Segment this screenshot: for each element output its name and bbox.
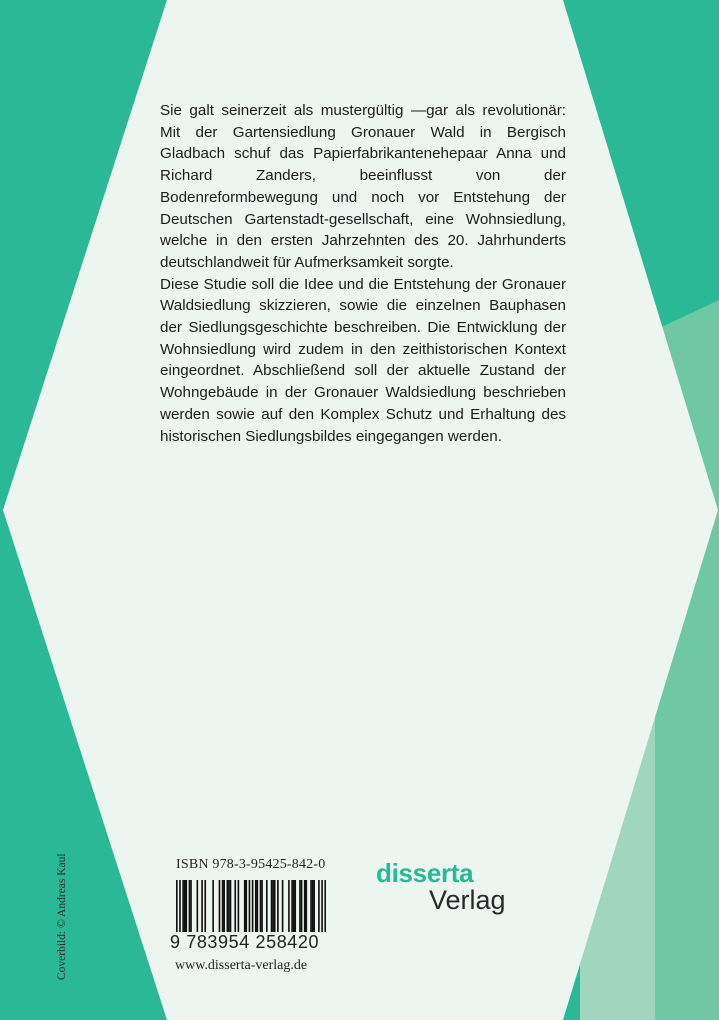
barcode-bar: [204, 880, 206, 932]
barcode-bar: [313, 880, 315, 932]
barcode-bar: [197, 880, 199, 932]
logo-wordmark-disserta: disserta: [376, 858, 474, 888]
barcode-bar: [304, 880, 306, 932]
barcode-bar: [179, 880, 181, 932]
isbn-label: ISBN 978-3-95425-842-0: [176, 857, 326, 872]
barcode-bar: [299, 880, 301, 932]
barcode-bar: [257, 880, 259, 932]
barcode-bar: [185, 880, 187, 932]
barcode-bar: [294, 880, 296, 932]
publisher-logo: [376, 860, 506, 914]
barcode-bar: [288, 880, 290, 932]
barcode-bar: [301, 880, 303, 932]
barcode-bar: [255, 880, 257, 932]
barcode-bar: [272, 880, 274, 932]
barcode-bar: [176, 880, 178, 932]
barcode-bar: [234, 880, 236, 932]
barcode-bar: [219, 880, 221, 932]
barcode-bar: [238, 880, 240, 932]
barcode-bar: [293, 880, 295, 932]
barcode-bar: [318, 880, 320, 932]
barcode-bar: [182, 880, 184, 932]
blurb-paragraph-1: Sie galt seinerzeit als mustergültig —gar als revolutionär: Mit der Gartensiedlung Gronauer Wald in Bergisch Gladbach schuf das Papierfabrikantenehepaar Anna und Richard Zanders, beeinflusst von der Bodenreformbewegung und noch vor Entstehung der Deutschen Gartenstadt-gesellschaft, eine Wohnsiedlung, welche in den ersten Jahrzehnten des 20. Jahrhunderts deutschlandweit für Aufmerksamkeit sorgte.: [160, 102, 566, 271]
barcode-bar: [190, 880, 192, 932]
barcode-bar: [201, 880, 203, 932]
barcode-bar: [230, 880, 232, 932]
barcode-bar: [324, 880, 326, 932]
barcode: [176, 880, 326, 932]
cover-image-credit: Coverbild: © Andreas Kaul: [56, 853, 68, 980]
barcode-bar: [222, 880, 224, 932]
back-cover-blurb: [160, 100, 566, 447]
barcode-bar: [227, 880, 229, 932]
barcode-bar: [305, 880, 307, 932]
barcode-bar: [260, 880, 262, 932]
publisher-website: www.disserta-verlag.de: [175, 958, 308, 973]
barcode-bar: [274, 880, 276, 932]
barcode-bar: [312, 880, 314, 932]
barcode-bar: [244, 880, 246, 932]
barcode-bar: [291, 880, 293, 932]
barcode-bar: [277, 880, 279, 932]
barcode-bar: [245, 880, 247, 932]
barcode-bar: [310, 880, 312, 932]
barcode-bar: [249, 880, 251, 932]
barcode-bar: [228, 880, 230, 932]
barcode-bar: [261, 880, 263, 932]
barcode-bar: [252, 880, 254, 932]
barcode-bar: [212, 880, 214, 932]
barcode-bar: [223, 880, 225, 932]
barcode-bar: [321, 880, 323, 932]
barcode-digits: 9 783954 258420: [170, 932, 320, 952]
barcode-bar: [189, 880, 191, 932]
barcode-bar: [282, 880, 284, 932]
barcode-bar: [184, 880, 186, 932]
logo-wordmark-verlag: Verlag: [429, 885, 506, 915]
barcode-bar: [266, 880, 268, 932]
barcode-bar: [271, 880, 273, 932]
blurb-paragraph-2: Diese Studie soll die Idee und die Entstehung der Gronauer Waldsiedlung skizzieren, sowie die einzelnen Bauphasen der Siedlungsgeschichte beschreiben. Die Entwicklung der Wohnsiedlung wird zudem in den zeithistorischen Kontext eingeordnet. Abschließend soll der aktuelle Zustand der Wohngebäude in der Gronauer Waldsiedlung beschrieben werden sowie auf den Komplex Schutz und Erhaltung des historischen Siedlungsbildes eingegangen werden.: [160, 275, 566, 445]
